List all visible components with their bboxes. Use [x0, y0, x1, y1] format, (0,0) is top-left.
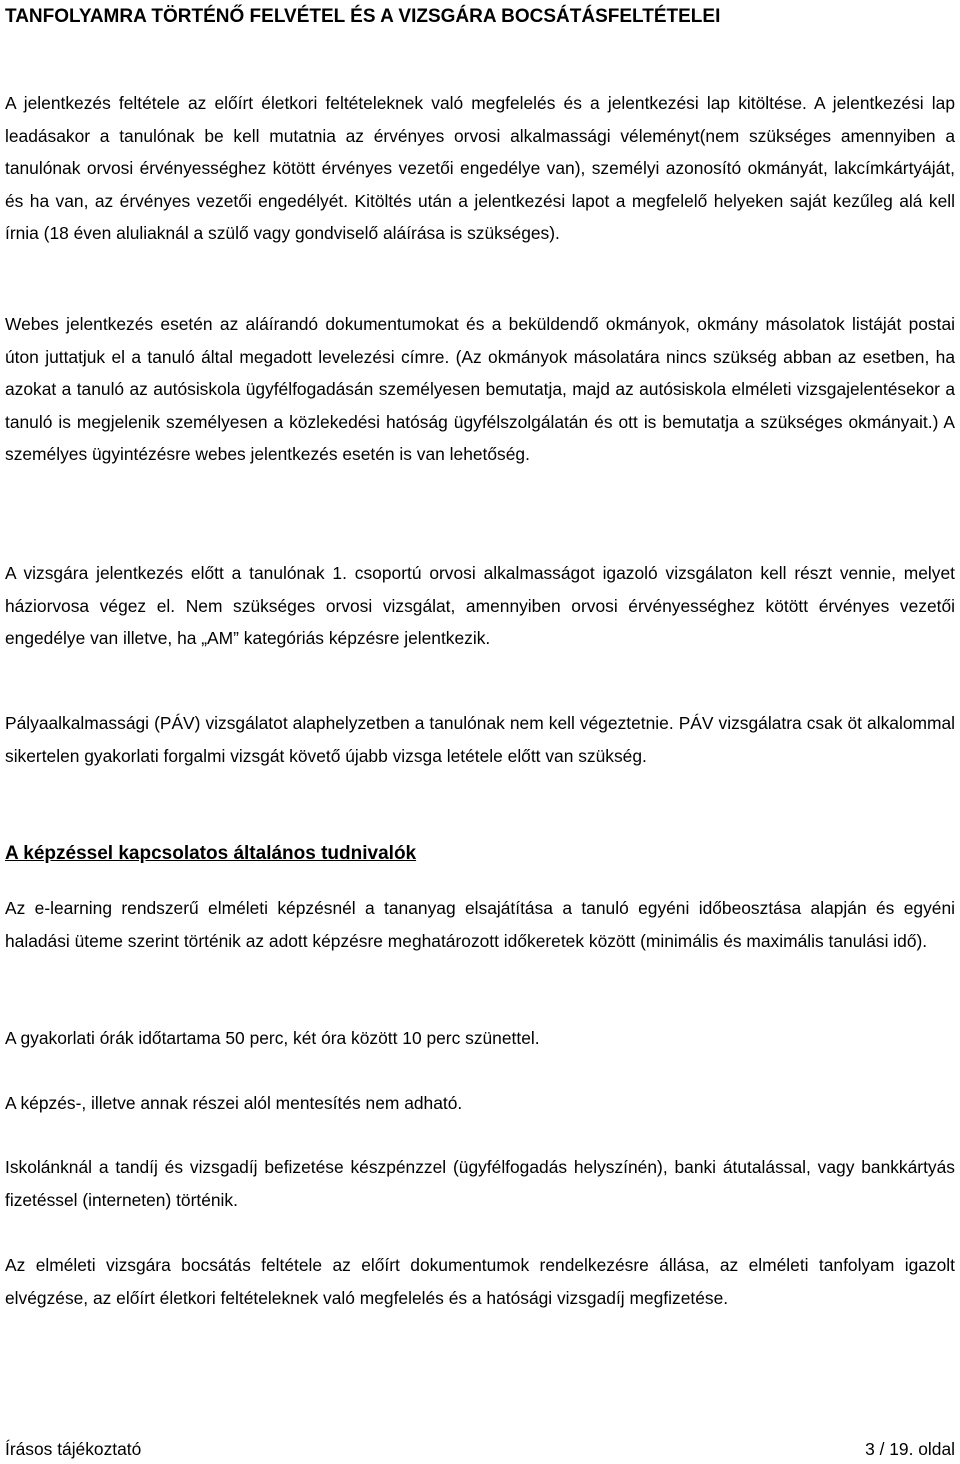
document-title: TANFOLYAMRA TÖRTÉNŐ FELVÉTEL ÉS A VIZSGÁRA BOCSÁTÁSFELTÉTELEI	[5, 6, 721, 27]
footer-page-number: 3 / 19. oldal	[865, 1439, 955, 1459]
paragraph-lesson-duration: A gyakorlati órák időtartama 50 perc, két óra között 10 perc szünettel.	[5, 1028, 540, 1048]
section-heading-training-info: A képzéssel kapcsolatos általános tudnivalók	[5, 843, 417, 864]
paragraph-registration: A jelentkezés feltétele az előírt életkori feltételeknek való megfelelés és a jelentkezési lap kitöltése. A jelentkezési lap leadásakor a tanulónak be kell mutatnia az érvényes orvosi alkalmassági véleményt(nem szükséges amennyiben a tanulónak orvosi érvényességhez kötött érvényes vezetői engedélye van), személyi azonosító okmányát, lakcímkártyáját, és ha van, az érvényes vezetői engedélyét. Kitöltés után a jelentkezési lapot a megfelelő helyeken saját kezűleg alá kell írnia (18 éven aluliaknál a szülő vagy gondviselő aláírása is szükséges).	[5, 93, 955, 244]
paragraph-payment: Iskolánknál a tandíj és vizsgadíj befizetése készpénzzel (ügyfélfogadás helyszínén), banki átutalással, vagy bankkártyás fizetéssel (interneten) történik.	[5, 1157, 955, 1210]
footer-document-name: Írásos tájékoztató	[5, 1439, 142, 1459]
paragraph-e-learning: Az e-learning rendszerű elméleti képzésnél a tananyag elsajátítása a tanuló egyéni időbeosztása alapján és egyéni haladási üteme szerint történik az adott képzésre meghatározott időkeretek között (minimális és maximális tanulási idő).	[5, 898, 955, 951]
paragraph-exam-conditions: Az elméleti vizsgára bocsátás feltétele az előírt dokumentumok rendelkezésre állása, az elméleti tanfolyam igazolt elvégzése, az előírt életkori feltételeknek való megfelelés és a hatósági vizsgadíj megfizetése.	[5, 1255, 955, 1308]
paragraph-exemption: A képzés-, illetve annak részei alól mentesítés nem adható.	[5, 1093, 463, 1113]
paragraph-pav-exam: Pályaalkalmassági (PÁV) vizsgálatot alaphelyzetben a tanulónak nem kell végeztetnie. PÁV vizsgálatra csak öt alkalommal sikertelen gyakorlati forgalmi vizsgát követő újabb vizsga letétele előtt van szükség.	[5, 713, 955, 766]
paragraph-medical-exam: A vizsgára jelentkezés előtt a tanulónak 1. csoportú orvosi alkalmasságot igazoló vizsgálaton kell részt vennie, melyet háziorvosa végez el. Nem szükséges orvosi vizsgálat, amennyiben orvosi érvényességhez kötött érvényes vezetői engedélye van illetve, ha „AM” kategóriás képzésre jelentkezik.	[5, 563, 955, 649]
paragraph-web-registration: Webes jelentkezés esetén az aláírandó dokumentumokat és a beküldendő okmányok, okmány másolatok listáját postai úton juttatjuk el a tanuló által megadott levelezési címre. (Az okmányok másolatára nincs szükség abban az esetben, ha azokat a tanuló az autósiskola ügyfélfogadásán személyesen bemutatja, majd az autósiskola elméleti vizsgajelentésekor a tanuló is megjelenik személyesen a közlekedési hatóság ügyfélszolgálatán és ott is bemutatja a szükséges okmányait.) A személyes ügyintézésre webes jelentkezés esetén is van lehetőség.	[5, 314, 955, 465]
